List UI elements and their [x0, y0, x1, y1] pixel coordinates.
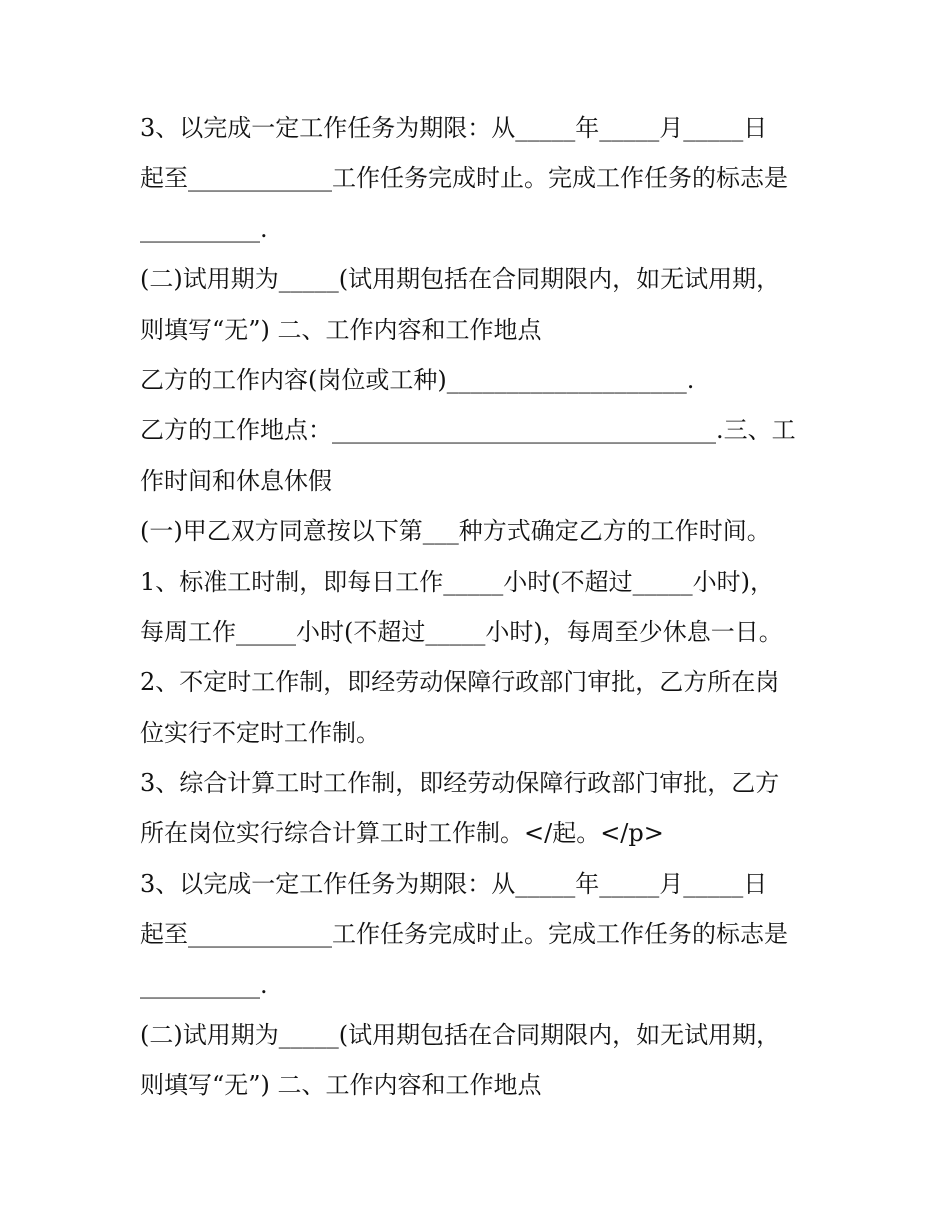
text-line: 乙方的工作内容(岗位或工种)____________________.: [140, 365, 695, 394]
text-line: 则填写“无”) 二、工作内容和工作地点: [140, 1071, 542, 1100]
text-line: 起至____________工作任务完成时止。完成工作任务的标志是: [140, 920, 788, 949]
text-line: 3、综合计算工时工作制，即经劳动保障行政部门审批，乙方: [140, 769, 780, 798]
text-line: __________.: [140, 970, 268, 999]
text-line: (二)试用期为_____(试用期包括在合同期限内，如无试用期，: [140, 265, 781, 294]
text-line: 3、以完成一定工作任务为期限：从_____年_____月_____日: [140, 869, 768, 898]
contract-text: [140, 103, 810, 1111]
text-line: (二)试用期为_____(试用期包括在合同期限内，如无试用期，: [140, 1021, 781, 1050]
text-line: 所在岗位实行综合计算工时工作制。</起。</p>: [140, 819, 664, 848]
text-line: 每周工作_____小时(不超过_____小时)，每周至少休息一日。: [140, 617, 783, 646]
text-line: 乙方的工作地点：________________________________.三、工: [140, 416, 796, 445]
text-line: __________.: [140, 214, 268, 243]
text-line: 2、不定时工作制，即经劳动保障行政部门审批，乙方所在岗: [140, 668, 780, 697]
text-line: 1、标准工时制，即每日工作_____小时(不超过_____小时)，: [140, 567, 774, 596]
text-line: 作时间和休息休假: [140, 466, 332, 495]
text-line: 3、以完成一定工作任务为期限：从_____年_____月_____日: [140, 114, 768, 142]
text-line: 位实行不定时工作制。: [140, 718, 380, 747]
text-line: 则填写“无”) 二、工作内容和工作地点: [140, 315, 542, 344]
text-line: 起至____________工作任务完成时止。完成工作任务的标志是: [140, 164, 788, 193]
text-line: (一)甲乙双方同意按以下第___种方式确定乙方的工作时间。: [140, 517, 771, 546]
